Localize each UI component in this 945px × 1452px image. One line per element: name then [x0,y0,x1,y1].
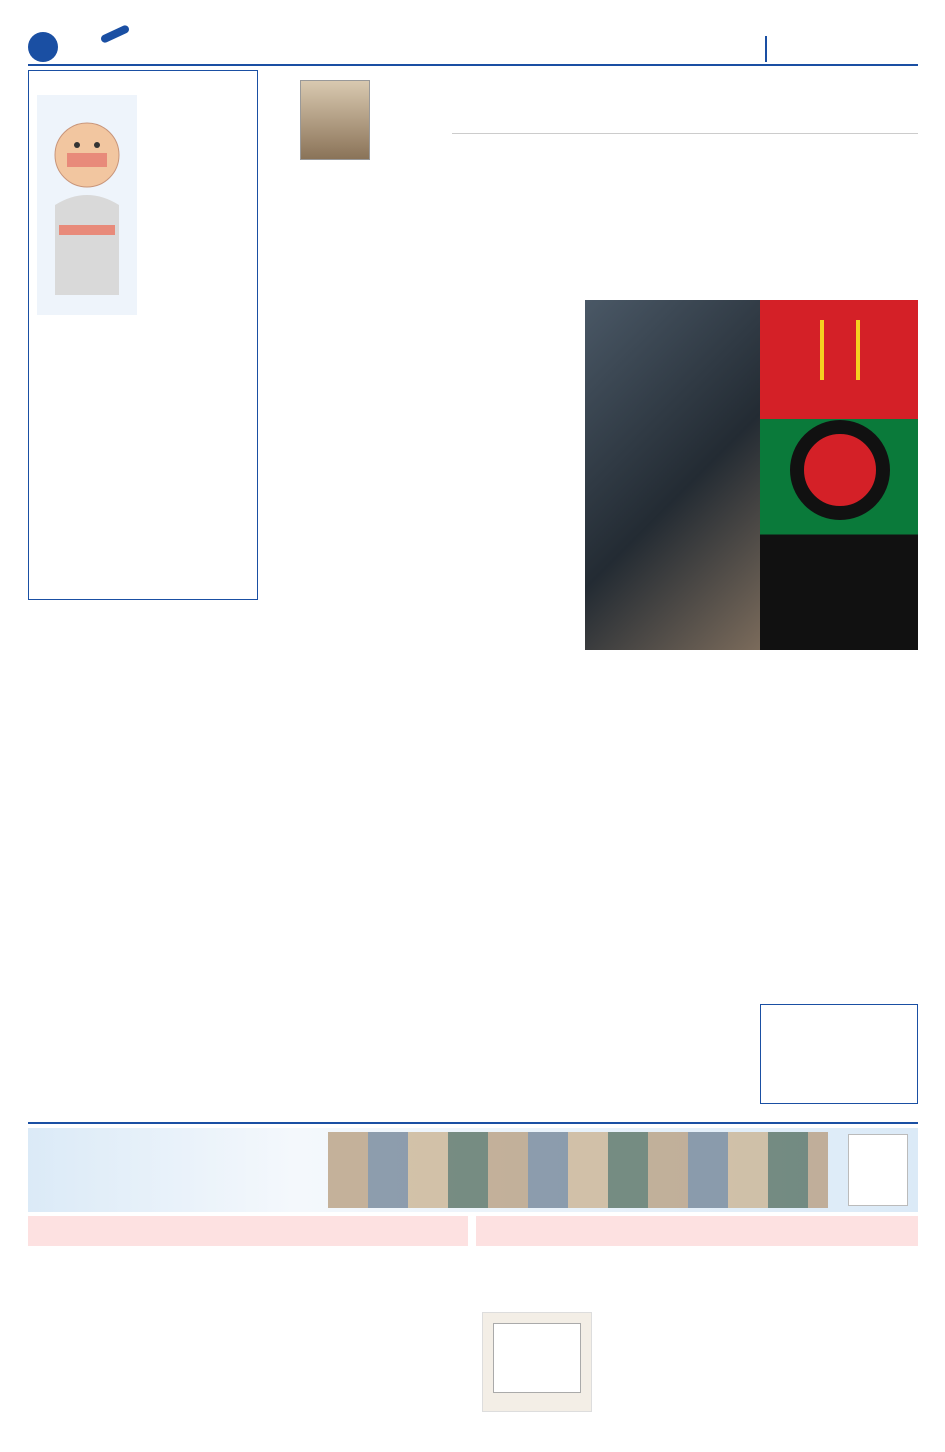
wheel-icon [790,420,890,520]
students-photo-collage [328,1132,828,1208]
paddy-sheaf-icon [820,320,860,380]
box-body-text [35,389,253,595]
headline-container [452,76,918,134]
editorial-column-2 [362,470,450,1080]
masthead-divider [765,36,767,62]
exam-paper-icon [848,1134,908,1206]
students-page-banner [28,1128,918,1212]
section-rule [28,1122,918,1124]
opinion-invite-box [760,1004,918,1104]
ssc-questions-col-1 [34,1300,154,1450]
editorial-column-3 [455,138,573,1078]
enforced-disappearance-box [28,70,258,600]
author-photo [300,80,370,160]
page-number [28,32,58,62]
editorial-column-5 [760,138,918,294]
class7-body-col-1 [600,1250,750,1450]
editorial-column-4 [585,138,753,294]
pen-icon [100,24,131,44]
pull-quote [266,184,446,464]
class7-body-col-2 [760,1250,918,1450]
masthead [0,0,945,68]
poster-text [493,1323,581,1393]
ssc-section-title [28,1216,468,1246]
editorial-column-6 [585,656,753,1076]
gagged-person-illustration [37,95,137,315]
class7-section-title [476,1216,918,1246]
ssc-teacher-block [34,1262,154,1264]
ssc-questions-col-3 [316,1250,464,1400]
poster-illustration [482,1312,592,1412]
masthead-rule [28,64,918,66]
ssc-questions-col-2 [166,1250,306,1450]
ziaur-rahman-photo [585,300,760,650]
editorial-column-1 [268,470,356,1080]
editorial-column-7 [760,656,918,956]
box-column-text [143,95,253,385]
